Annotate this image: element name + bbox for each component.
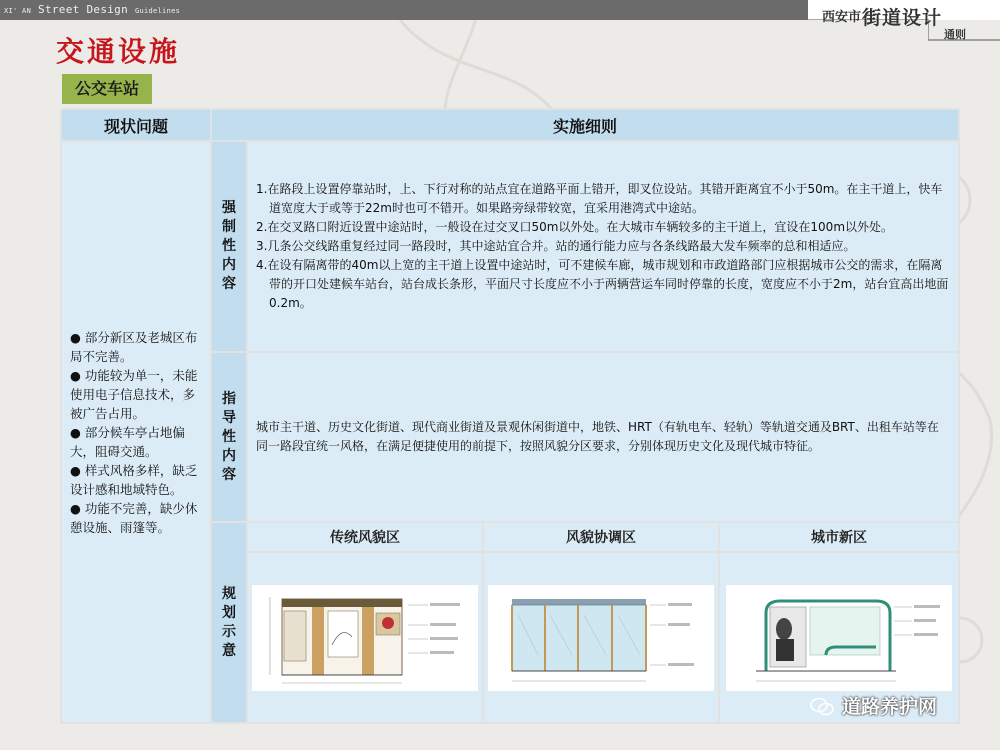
guidance-content	[247, 352, 959, 523]
label-char: 意	[222, 642, 236, 659]
label-char: 容	[222, 466, 236, 483]
label-mandatory	[211, 141, 247, 352]
issue-item: ● 部分候车亭占地偏大，阻碍交通。	[70, 424, 185, 459]
label-char: 划	[222, 604, 236, 621]
header-title: 街道设计	[862, 7, 943, 29]
guideline-label	[4, 3, 180, 16]
zone-traditional: 传统风貌区	[247, 522, 483, 552]
label-char: 性	[222, 428, 236, 445]
newcity-shelter-drawing	[726, 585, 952, 691]
label-char: 内	[222, 256, 236, 273]
issue-item: ● 功能较为单一，未能使用电子信息技术，多被广告占用。	[70, 367, 198, 421]
label-char: 规	[222, 585, 236, 602]
mandatory-item: 2.在交叉路口附近设置中途站时，一般设在过交叉口50m以外处。在大城市车辆较多的主干道上，宜设在100m以外处。	[256, 219, 894, 234]
label-char: 容	[222, 275, 236, 292]
issue-item: ● 样式风格多样，缺乏设计感和地域特色。	[70, 462, 198, 497]
col-header-rules: 实施细则	[211, 109, 959, 141]
header-brand	[808, 0, 1000, 44]
guideline-suffix: Guidelines	[134, 7, 181, 15]
page-title: 交通设施	[56, 35, 181, 68]
label-char: 制	[222, 218, 236, 235]
header-subtitle: 通则	[944, 28, 966, 41]
label-planning	[211, 522, 247, 723]
label-char: 指	[222, 390, 236, 407]
issue-item: ● 功能不完善，缺少休憩设施、雨篷等。	[70, 500, 198, 535]
section-tag: 公交车站	[62, 74, 152, 104]
guideline-main: Street Design	[38, 3, 129, 16]
mandatory-item: 3.几条公交线路重复经过同一路段时，其中途站宜合并。站的通行能力应与各条线路最大发车频率的总和相适应。	[256, 238, 856, 253]
wechat-icon	[810, 697, 834, 717]
label-guidance	[211, 352, 247, 523]
issues-cell	[61, 141, 211, 723]
mandatory-item: 4.在设有隔离带的40m以上宽的主干道上设置中途站时，可不建候车廊，城市规划和市政道路部门应根据城市公交的需求，在隔离带的开口处建候车站台，站台成长条形，平面尺寸长度应不小于两辆营运车同时停靠的长度，宽度应不小于2m，站台宜高出地面0.2m。	[256, 257, 949, 310]
mandatory-content	[247, 141, 959, 352]
rules-table	[60, 108, 960, 724]
city-name: 西安市	[822, 10, 862, 25]
zone-coordinated: 风貌协调区	[483, 522, 719, 552]
label-char: 示	[222, 623, 236, 640]
label-char: 内	[222, 447, 236, 464]
guideline-prefix: XI' AN	[4, 7, 32, 15]
drawing-coordinated-cell	[483, 552, 719, 723]
label-char: 强	[222, 199, 236, 216]
drawing-traditional-cell	[247, 552, 483, 723]
guidance-text: 城市主干道、历史文化街道、现代商业街道及景观休闲街道中，地铁、HRT（有轨电车、轻轨）等轨道交通及BRT、出租车站等在同一路段宜统一风格，在满足便捷使用的前提下，按照风貌分区要求，分别体现历史文化及现代城市特征。	[256, 420, 939, 454]
label-char: 导	[222, 409, 236, 426]
coordinated-shelter-drawing	[488, 585, 714, 691]
issue-item: ● 部分新区及老城区布局不完善。	[70, 329, 198, 364]
label-char: 性	[222, 237, 236, 254]
col-header-issue: 现状问题	[61, 109, 211, 141]
mandatory-item: 1.在路段上设置停靠站时，上、下行对称的站点宜在道路平面上错开，即叉位设站。其错开距离宜不小于50m。在主干道上，快车道宽度大于或等于22m时也可不错开。如果路旁绿带较宽，宜采用港湾式中途站。	[256, 181, 943, 215]
zone-newcity: 城市新区	[719, 522, 959, 552]
traditional-shelter-drawing	[252, 585, 478, 691]
watermark: 道路养护网	[842, 696, 938, 718]
